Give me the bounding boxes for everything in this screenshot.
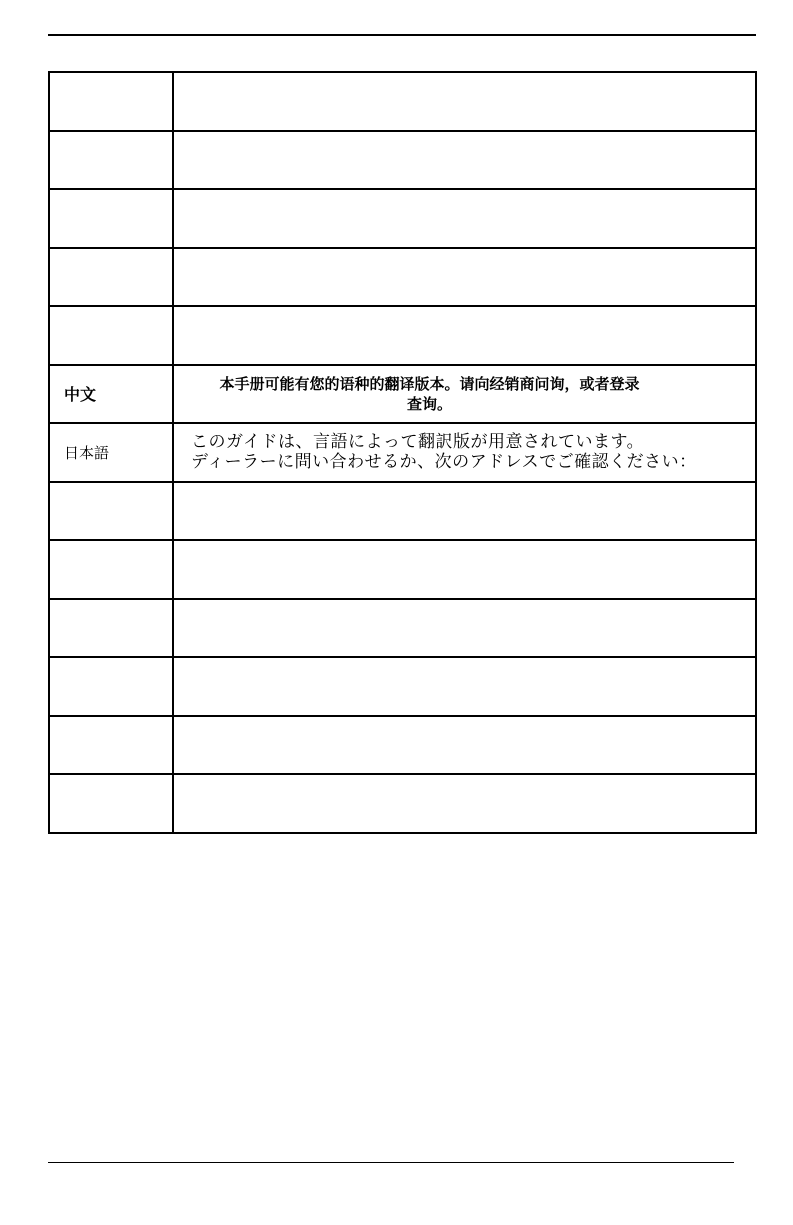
translation-note-cell (173, 306, 756, 365)
translation-note-cell (173, 540, 756, 599)
translation-note-cell (173, 72, 756, 131)
table-row-chinese (49, 365, 756, 424)
japanese-note-line-2: ディーラーに問い合わせるか、次のアドレスでご確認ください： (191, 452, 697, 473)
language-name-cell (49, 540, 173, 599)
translation-note-cell (173, 774, 756, 833)
language-name-cell (49, 774, 173, 833)
translation-note-cell (173, 189, 756, 248)
header-rule (48, 34, 756, 36)
language-name-cell (49, 189, 173, 248)
table-row (49, 189, 756, 248)
translation-note-cell (173, 599, 756, 658)
translation-note-cell (173, 131, 756, 190)
language-name-cell (49, 657, 173, 716)
language-name-cell (49, 716, 173, 775)
language-name-cell (49, 599, 173, 658)
chinese-note-line-1: 本手册可能有您的语种的翻译版本。请向经销商问询，或者登录 (219, 374, 640, 393)
translation-note-cell (173, 482, 756, 541)
table-row (49, 599, 756, 658)
translation-note-chinese (173, 365, 756, 424)
translation-note-cell (173, 248, 756, 307)
table-row (49, 306, 756, 365)
table-row (49, 248, 756, 307)
language-name-cell (49, 482, 173, 541)
chinese-note-line-2: 查询。 (406, 394, 452, 413)
language-name-japanese: 日本語 (49, 423, 173, 482)
translation-note-japanese (173, 423, 756, 482)
translation-note-cell (173, 716, 756, 775)
language-name-cell (49, 131, 173, 190)
table-row (49, 540, 756, 599)
footer-rule (48, 1162, 734, 1163)
table-row (49, 72, 756, 131)
language-name-cell (49, 306, 173, 365)
table-row (49, 774, 756, 833)
japanese-note-line-1: このガイドは、言語によって翻訳版が用意されています。 (191, 432, 645, 453)
translation-note-cell (173, 657, 756, 716)
language-table (48, 71, 757, 834)
language-name-cell (49, 72, 173, 131)
language-name-cell (49, 248, 173, 307)
table-row-japanese (49, 423, 756, 482)
table-row (49, 657, 756, 716)
table-row (49, 482, 756, 541)
language-name-chinese: 中文 (49, 365, 173, 424)
table-row (49, 716, 756, 775)
table-row (49, 131, 756, 190)
